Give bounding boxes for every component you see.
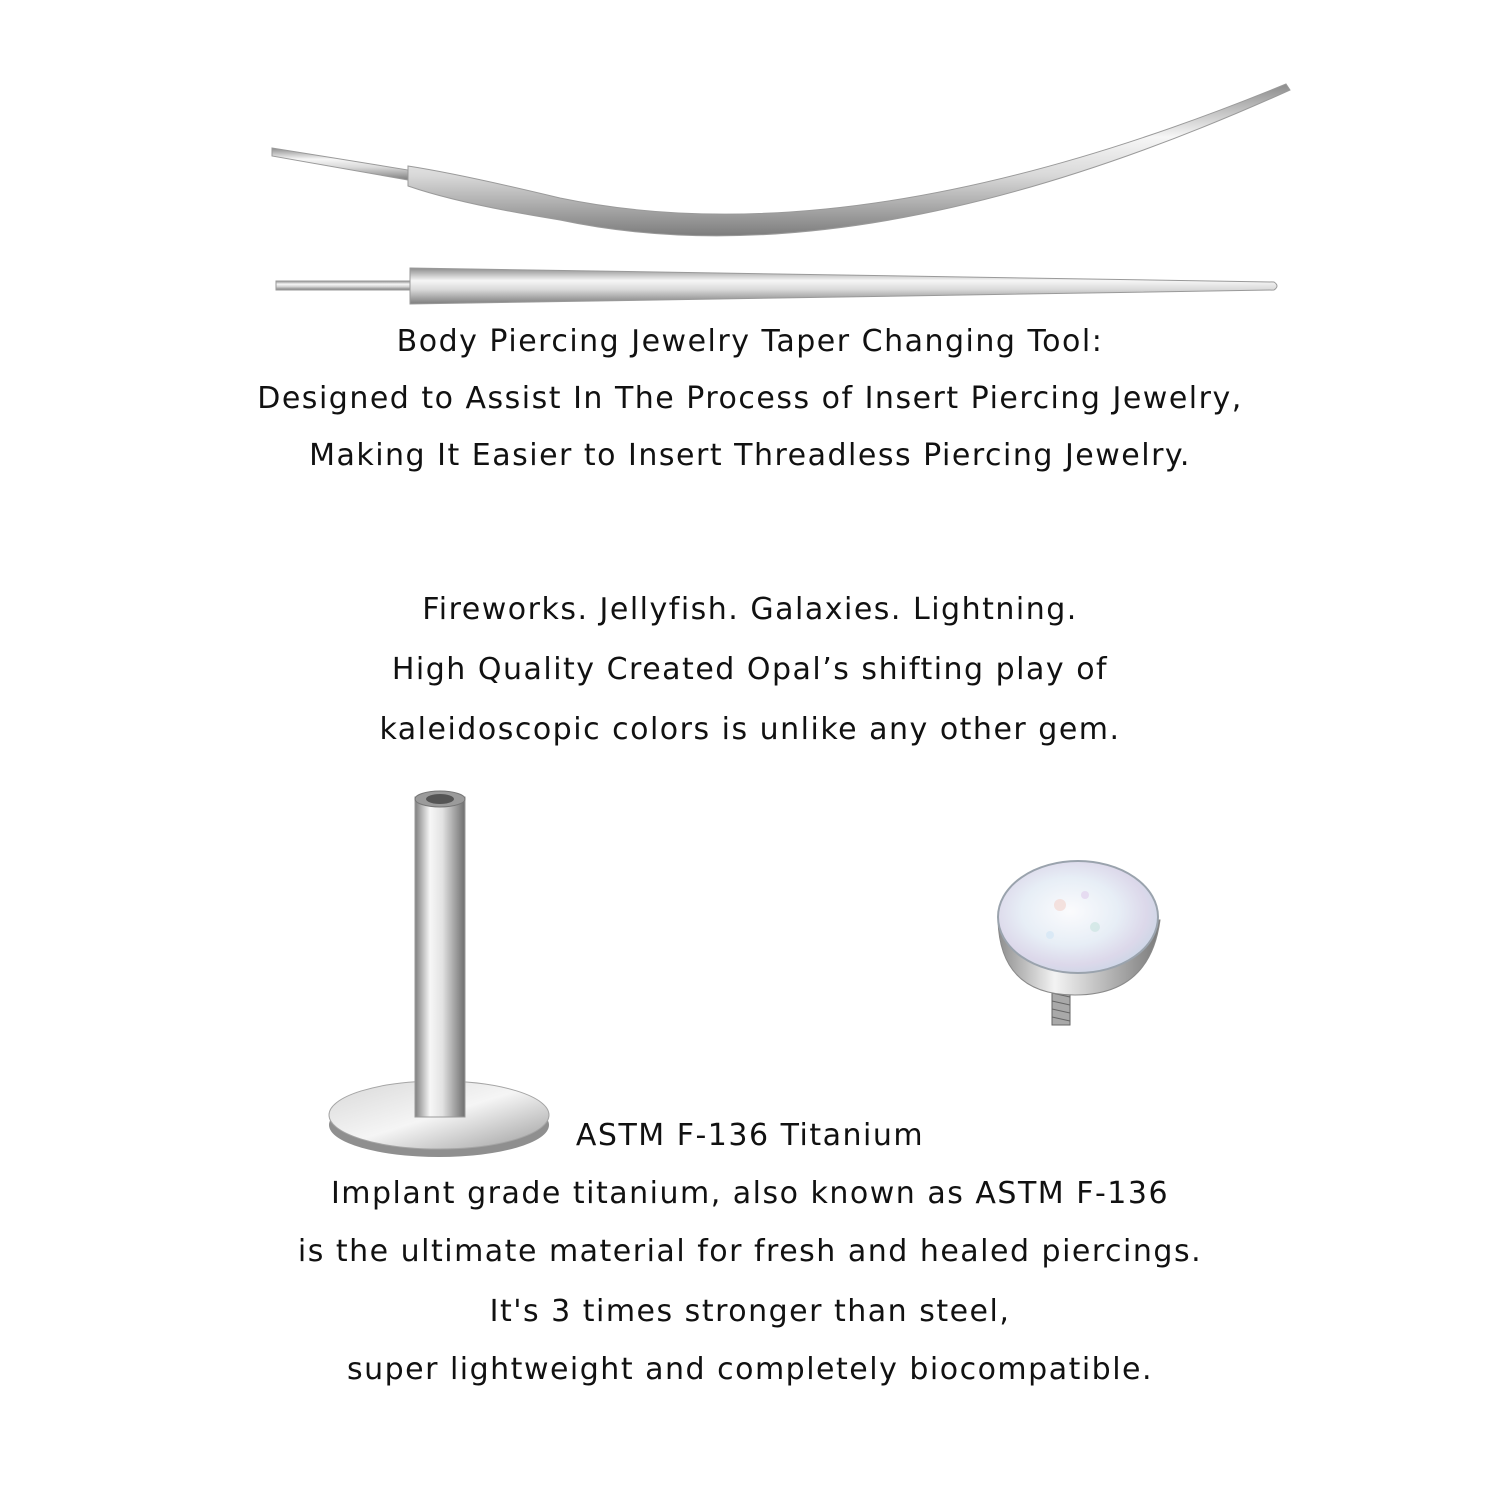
titanium-description-line-2: is the ultimate material for fresh and healed piercings. [297, 1234, 1203, 1269]
taper-description-line-2: Designed to Assist In The Process of Insert Piercing Jewelry, [257, 381, 1243, 416]
opal-description-line-3: kaleidoscopic colors is unlike any other gem. [379, 712, 1121, 747]
taper-description-line-3: Making It Easier to Insert Threadless Piercing Jewelry. [309, 438, 1191, 473]
titanium-description-line-4: super lightweight and completely biocompatible. [346, 1352, 1154, 1387]
straight-taper-icon [270, 262, 1290, 312]
opal-description-line-2: High Quality Created Opal’s shifting play of [391, 652, 1109, 687]
opal-description-line-1: Fireworks. Jellyfish. Galaxies. Lightning. [422, 592, 1078, 627]
titanium-description-line-3: It's 3 times stronger than steel, [489, 1294, 1011, 1329]
opal-top-icon [990, 855, 1170, 1035]
titanium-description-line-1: Implant grade titanium, also known as ASTM F-136 [330, 1176, 1170, 1211]
titanium-heading: ASTM F-136 Titanium [575, 1118, 925, 1153]
labret-post-icon [325, 785, 565, 1165]
taper-description-line-1: Body Piercing Jewelry Taper Changing Tool: [396, 324, 1104, 359]
curved-taper-icon [260, 70, 1300, 250]
